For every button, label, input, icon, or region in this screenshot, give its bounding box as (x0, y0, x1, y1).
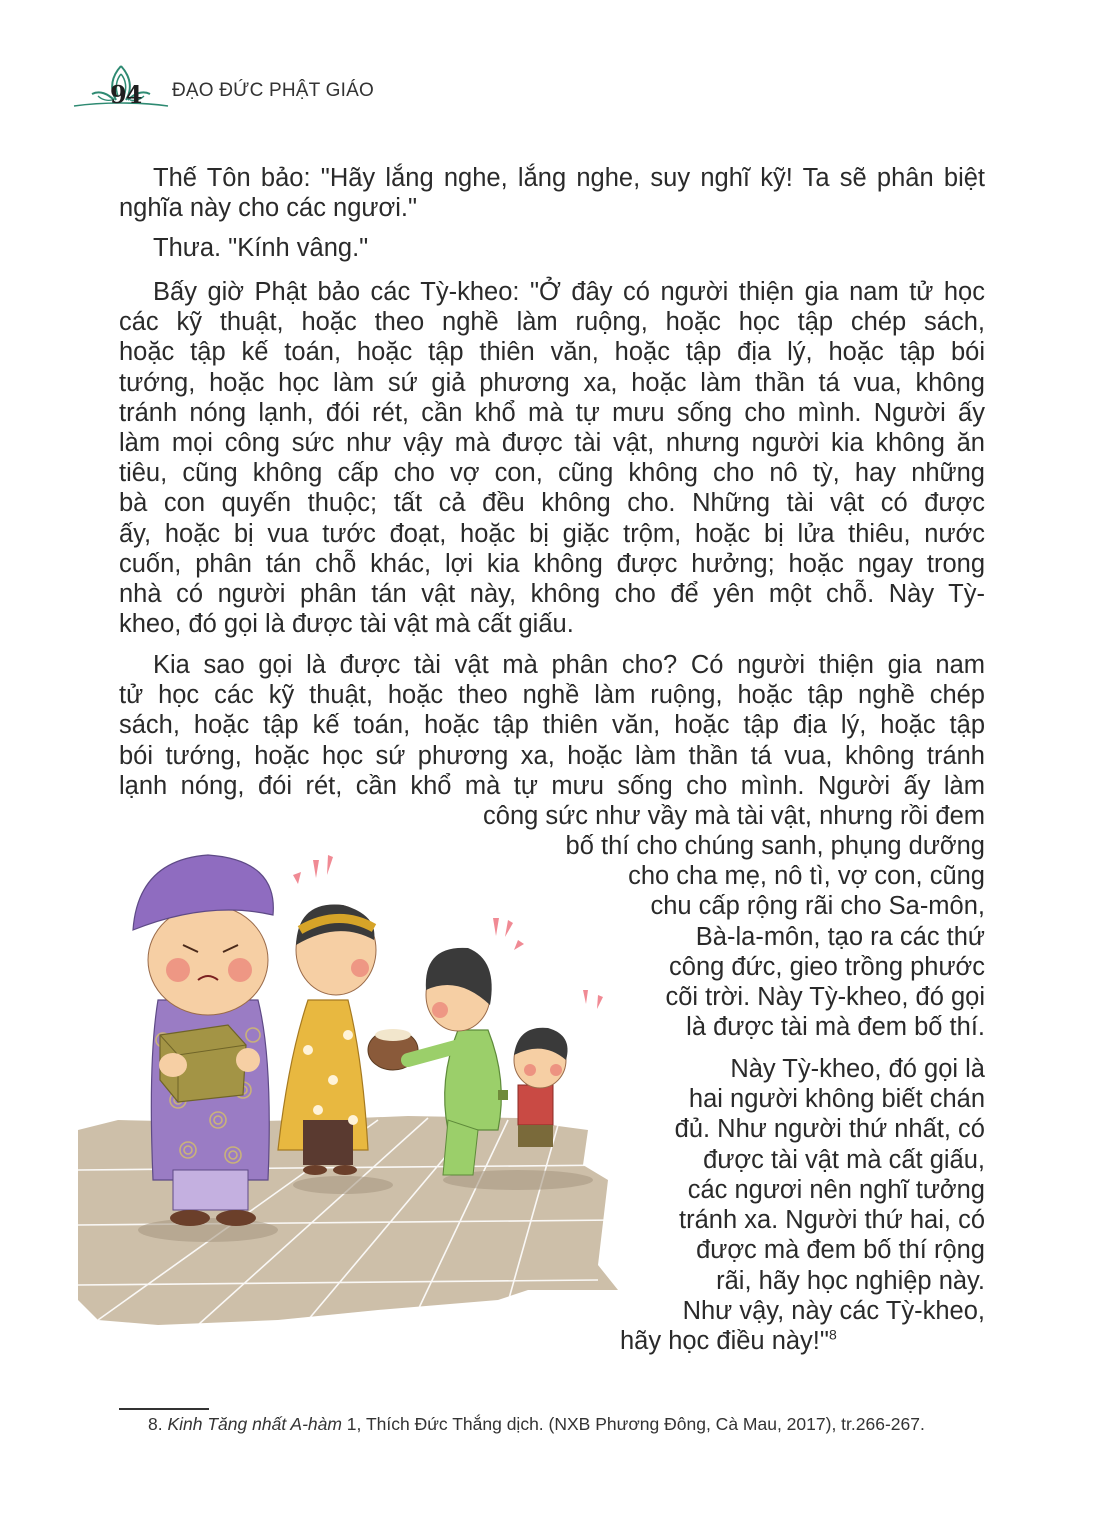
text-line: làm mọi công sức như vậy mà được tài vật, nhưng người kia không ăn (119, 429, 985, 458)
illustration-giving-alms (78, 820, 648, 1350)
text-line: các ngươi nên nghĩ tưởng (687, 1176, 985, 1204)
footnote-ref[interactable]: 8 (828, 1326, 837, 1343)
footnote-divider (119, 1408, 209, 1410)
text-line: Thế Tôn bảo: "Hãy lắng nghe, lắng nghe, suy nghĩ kỹ! Ta sẽ phân biệt (153, 164, 985, 192)
text-line: bói tướng, hoặc học sứ phương xa, hoặc làm thần tá vua, không tránh (119, 741, 985, 770)
text-segment: hãy học điều này!" (620, 1327, 829, 1355)
text-line: kheo, đó gọi là được tài vật mà cất giấu. (119, 610, 574, 639)
footnote-citation: 1, Thích Đức Thắng dịch. (NXB Phương Đông, Cà Mau, 2017), tr.266-267. (341, 1414, 925, 1434)
text-line: hoặc tập kế toán, hoặc tập thiên văn, hoặc tập địa lý, hoặc tập bói (119, 338, 985, 367)
text-line: tránh xa. Người thứ hai, có (679, 1206, 985, 1234)
text-line: ấy, hoặc bị vua tước đoạt, hoặc bị giặc trộm, hoặc bị lửa thiêu, nước (119, 519, 985, 548)
text-line: được mà đem bố thí rộng (696, 1236, 985, 1264)
paragraph-4 (119, 650, 985, 801)
text-line: sách, hoặc tập kế toán, hoặc tập thiên văn, hoặc tập địa lý, hoặc tập (119, 711, 985, 740)
text-line: cõi trời. Này Tỳ-kheo, đó gọi (665, 983, 985, 1011)
text-line: Như vậy, này các Tỳ-kheo, (682, 1297, 985, 1325)
text-line: được tài vật mà cất giấu, (703, 1146, 985, 1174)
text-line: cho cha mẹ, nô tì, vợ con, cũng (628, 862, 985, 890)
text-line: tử học các kỹ thuật, hoặc theo nghề làm ruộng, hoặc tập nghề chép (119, 681, 985, 710)
footnote-number: 8. (148, 1414, 163, 1434)
paragraph-2 (119, 233, 985, 263)
paragraph-1 (119, 163, 985, 223)
text-line: tiêu, cũng không cấp cho vợ con, cũng không cho nô tỳ, hay những (119, 459, 985, 488)
page-number: 94 (110, 80, 142, 109)
text-line: chu cấp rộng rãi cho Sa-môn, (650, 892, 985, 920)
text-line: Thưa. "Kính vâng." (153, 234, 369, 262)
running-title: ĐẠO ĐỨC PHẬT GIÁO (172, 80, 374, 101)
text-line: Bà-la-môn, tạo ra các thứ (695, 923, 985, 951)
text-line: tướng, hoặc học làm sứ giả phương xa, hoặc làm thần tá vua, không (119, 368, 985, 397)
text-line: Bấy giờ Phật bảo các Tỳ-kheo: "Ở đây có người thiện gia nam tử học (153, 278, 985, 306)
text-line: bố thí cho chúng sanh, phụng dưỡng (565, 832, 985, 860)
text-line: lạnh nóng, đói rét, cần khổ mà tự mưu sống cho mình. Người ấy làm (119, 771, 985, 800)
text-line: công đức, gieo trồng phước (669, 953, 985, 981)
footnote (148, 1414, 925, 1435)
text-line: đủ. Như người thứ nhất, có (674, 1115, 985, 1143)
text-line: Này Tỳ-kheo, đó gọi là (730, 1055, 985, 1083)
text-line: các kỹ thuật, hoặc theo nghề làm ruộng, hoặc học tập chép sách, (119, 308, 985, 337)
text-line: cuốn, phân tán chỗ khác, lợi kia không được hưởng; hoặc ngay trong (119, 549, 985, 578)
text-line: rãi, hãy học nghiệp này. (716, 1267, 985, 1295)
figure-stingy-man (133, 855, 273, 1226)
text-line: tránh nóng lạnh, đói rét, cần khổ mà tự mưu sống cho mình. Người ấy (119, 398, 985, 427)
text-line: công sức như vầy mà tài vật, nhưng rồi đem (483, 802, 985, 830)
text-line: nghĩa này cho các ngươi." (119, 194, 418, 223)
paragraph-3 (119, 277, 985, 639)
text-line: bà con quyến thuộc; tất cả đều không cho. Những tài vật có được (119, 489, 985, 518)
text-line: nhà có người phân tán vật này, không cho để yên một chỗ. Này Tỳ- (119, 580, 985, 609)
text-line (620, 1326, 837, 1356)
footnote-title: Kinh Tăng nhất A-hàm (167, 1414, 342, 1434)
text-line: hai người không biết chán (688, 1085, 985, 1113)
page-header (72, 62, 492, 112)
text-line: Kia sao gọi là được tài vật mà phân cho? Có người thiện gia nam (153, 651, 985, 679)
text-line: là được tài mà đem bố thí. (686, 1013, 985, 1041)
